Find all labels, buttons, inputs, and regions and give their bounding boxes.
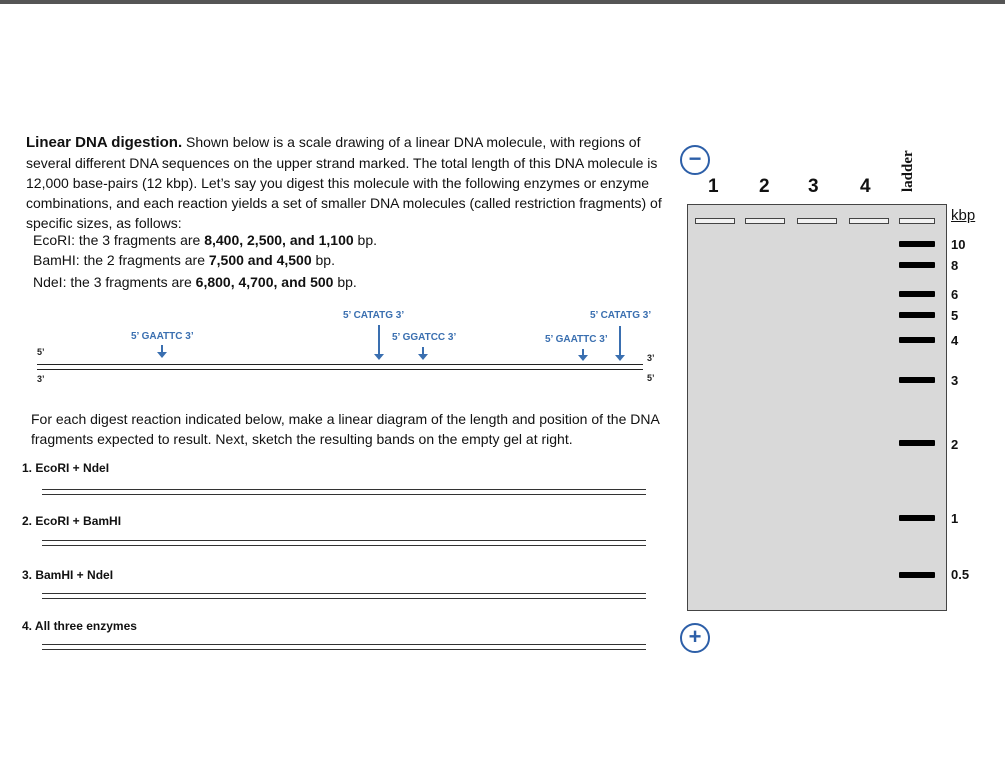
ladder-band-6 <box>899 291 935 297</box>
top-right-end-label: 3’ <box>647 353 655 363</box>
lane-1-well <box>695 218 735 224</box>
ndei-site-arrow <box>378 325 380 355</box>
ladder-band-10 <box>899 241 935 247</box>
lane-1-label: 1 <box>708 176 719 197</box>
ndei-site-label: 5’ CATATG 3’ <box>343 310 405 321</box>
ecori-site-arrow <box>161 345 163 353</box>
instructions: For each digest reaction indicated below, make a linear diagram of the length and position of the DNA fragments expected to result. Next, sketch the resulting bands on the empty gel at right. <box>31 411 660 447</box>
bottom-right-end-label: 5’ <box>647 373 655 383</box>
ladder-band-1 <box>899 515 935 521</box>
bottom-left-end-label: 3’ <box>37 374 45 384</box>
ladder-band-8 <box>899 262 935 268</box>
answer-line-1b <box>42 494 646 495</box>
lane-2-well <box>745 218 785 224</box>
top-border <box>0 0 1005 4</box>
ladder-size-1: 1 <box>951 511 959 526</box>
ladder-size-4: 4 <box>951 333 959 348</box>
question-1: 1. EcoRI + NdeI <box>22 461 110 475</box>
lane-3-label: 3 <box>808 176 819 197</box>
intro-paragraph <box>26 132 666 233</box>
question-3: 3. BamHI + NdeI <box>22 568 114 582</box>
ecori-site-2-label: 5’ GAATTC 3’ <box>545 334 608 345</box>
question-2: 2. EcoRI + BamHI <box>22 514 122 528</box>
lane-3-well <box>797 218 837 224</box>
ladder-size-3: 3 <box>951 373 959 388</box>
enzyme-ndei: NdeI: the 3 fragments are 6,800, 4,700, and 500 bp. <box>33 274 357 290</box>
intro-text: Shown below is a scale drawing of a linear DNA molecule, with regions of several different DNA sequences on the upper strand marked. The total length of this DNA molecule is 12,000 base-pairs (12 kbp). Let’s say you digest this molecule with the following enzymes or enzyme combinations, and each reaction yields a set of smaller DNA molecules (called restriction fragments) of specific sizes, as follows: <box>26 134 662 231</box>
ladder-band-4 <box>899 337 935 343</box>
lane-4-label: 4 <box>860 176 871 197</box>
ladder-size-6: 6 <box>951 287 959 302</box>
ladder-size-10: 10 <box>951 237 966 252</box>
negative-electrode-icon: − <box>680 145 710 175</box>
ladder-size-0-5: 0.5 <box>951 567 970 582</box>
ecori-site-label: 5’ GAATTC 3’ <box>131 331 194 342</box>
bamhi-site-arrow <box>422 347 424 355</box>
dna-upper-strand <box>37 364 643 365</box>
answer-line-3a <box>42 593 646 594</box>
ndei-site-2-label: 5’ CATATG 3’ <box>590 310 652 321</box>
ladder-size-8: 8 <box>951 258 959 273</box>
ndei-site-2-arrow <box>619 326 621 356</box>
ladder-size-2: 2 <box>951 437 959 452</box>
enzyme-bamhi: BamHI: the 2 fragments are 7,500 and 4,500 bp. <box>33 252 335 268</box>
kbp-unit-label: kbp <box>951 207 976 224</box>
ladder-band-2 <box>899 440 935 446</box>
top-left-end-label: 5’ <box>37 347 45 357</box>
question-4: 4. All three enzymes <box>22 619 137 633</box>
positive-electrode-icon: + <box>680 623 710 653</box>
ladder-band-3 <box>899 377 935 383</box>
answer-line-2a <box>42 540 646 541</box>
ladder-label: ladder <box>900 150 916 192</box>
bamhi-site-label: 5’ GGATCC 3’ <box>392 332 457 343</box>
ladder-well <box>899 218 935 224</box>
intro-title: Linear DNA digestion. <box>26 134 183 151</box>
answer-line-2b <box>42 545 646 546</box>
ladder-band-5 <box>899 312 935 318</box>
lane-2-label: 2 <box>759 176 770 197</box>
ecori-site-2-arrow <box>582 349 584 356</box>
enzyme-ecori: EcoRI: the 3 fragments are 8,400, 2,500, and 1,100 bp. <box>33 232 378 248</box>
dna-lower-strand <box>37 369 643 370</box>
answer-line-4b <box>42 649 646 650</box>
answer-line-1a <box>42 489 646 490</box>
answer-line-3b <box>42 598 646 599</box>
ladder-size-5: 5 <box>951 308 959 323</box>
answer-line-4a <box>42 644 646 645</box>
lane-4-well <box>849 218 889 224</box>
ladder-band-0-5 <box>899 572 935 578</box>
